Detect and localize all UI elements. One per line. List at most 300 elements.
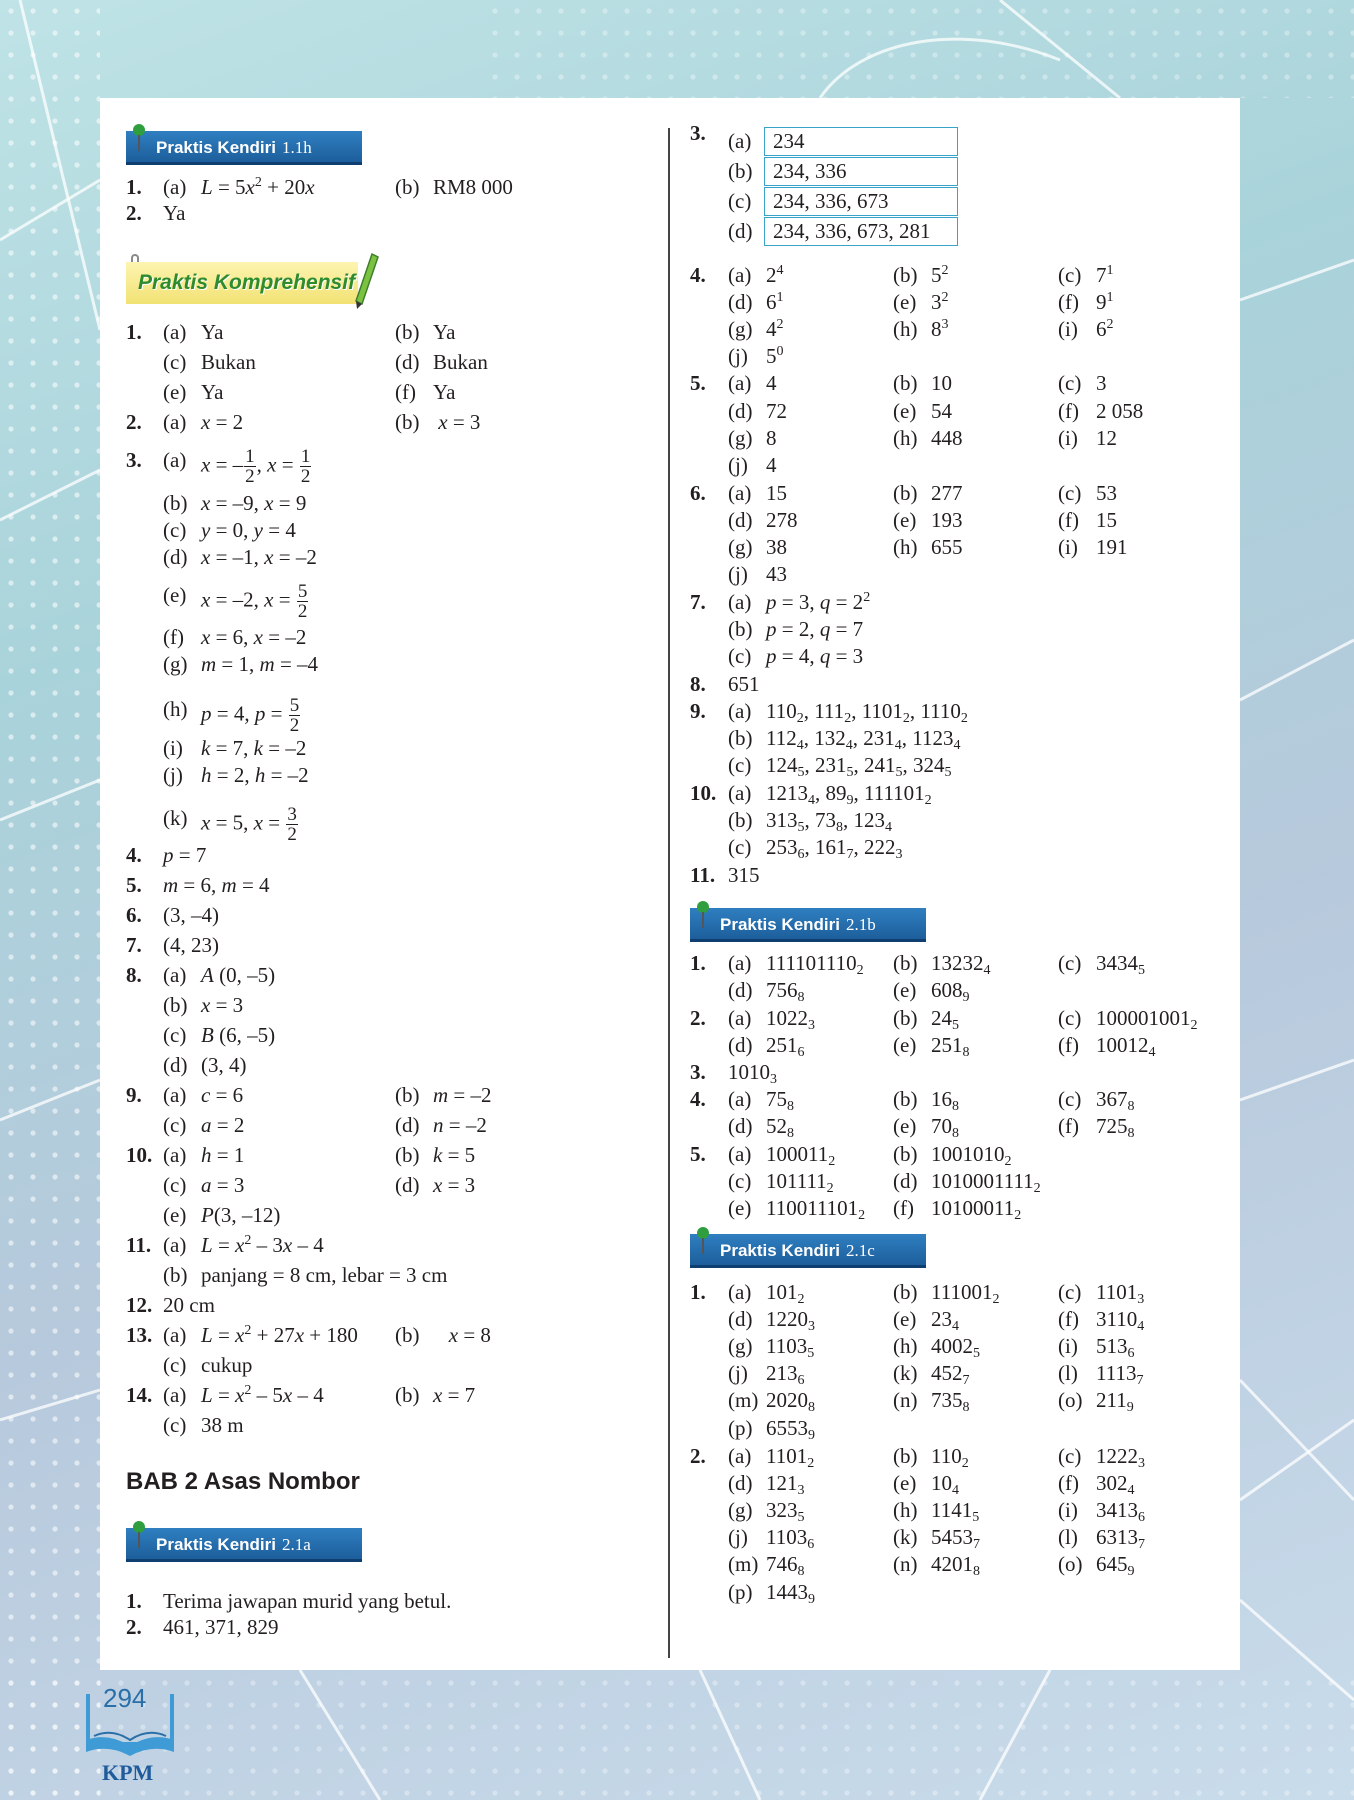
boxed-answer: 234, 336, 673, 281 xyxy=(764,217,958,246)
answer-value: $100011_2$ xyxy=(766,1142,836,1169)
part-label: (b) xyxy=(163,993,188,1017)
answer-value: $4^2$ xyxy=(766,317,784,341)
answer-value: 191 xyxy=(1096,535,1128,559)
answer-value: $213_6$ xyxy=(766,1361,805,1388)
answer-value: $110011101_2$ xyxy=(766,1196,866,1223)
part-label: (h) xyxy=(893,1334,918,1358)
part-label: (o) xyxy=(1058,1552,1083,1576)
part-label: (a) xyxy=(728,371,752,395)
answer-value: m = 1, m = –4 xyxy=(201,652,319,676)
answer-value: p = 7 xyxy=(163,843,207,867)
question-number: 2. xyxy=(690,1444,706,1468)
answer-value: x = –2, x = $\frac{5}{2}$ xyxy=(201,581,308,622)
answer-value: (3, 4) xyxy=(201,1053,247,1077)
question-number: 1. xyxy=(690,951,706,975)
banner-number: 1.1h xyxy=(282,138,312,157)
answer-value: 38 xyxy=(766,535,787,559)
answer-value: x = 2 xyxy=(201,410,244,434)
answer-value: $302_4$ xyxy=(1096,1471,1135,1498)
answer-value: $513_6$ xyxy=(1096,1334,1135,1361)
answer-value: $6^1$ xyxy=(766,290,784,314)
part-label: (h) xyxy=(893,426,918,450)
part-label: (c) xyxy=(728,644,752,668)
answer-value: (4, 23) xyxy=(163,933,219,957)
answer-value: Ya xyxy=(201,380,224,404)
answer-value: 8 xyxy=(766,426,777,450)
answer-value: $1220_3$ xyxy=(766,1307,815,1334)
part-label: (e) xyxy=(893,290,917,314)
part-label: (c) xyxy=(728,189,752,213)
answer-value: $70_8$ xyxy=(931,1114,959,1141)
answer-value: $1001010_2$ xyxy=(931,1142,1012,1169)
part-label: (i) xyxy=(1058,426,1078,450)
part-label: (k) xyxy=(163,806,188,830)
question-number: 13. xyxy=(126,1323,153,1347)
answer-value: h = 1 xyxy=(201,1143,245,1167)
answer-value: Ya xyxy=(163,201,186,225)
answer-value: $746_8$ xyxy=(766,1552,805,1579)
part-label: (a) xyxy=(728,1444,752,1468)
answer-value: $3413_6$ xyxy=(1096,1498,1145,1525)
part-label: (j) xyxy=(163,763,183,787)
part-label: (k) xyxy=(893,1525,918,1549)
answer-value: 54 xyxy=(931,399,952,423)
answer-value: 448 xyxy=(931,426,963,450)
part-label: (c) xyxy=(163,1413,187,1437)
part-label: (d) xyxy=(728,978,753,1002)
answer-value: $9^1$ xyxy=(1096,290,1114,314)
answer-value: 12 xyxy=(1096,426,1117,450)
part-label: (c) xyxy=(728,835,752,859)
answer-value: 315 xyxy=(728,863,760,887)
answer-value: 655 xyxy=(931,535,963,559)
answer-value: $4201_8$ xyxy=(931,1552,980,1579)
question-number: 6. xyxy=(126,903,142,927)
answer-value: y = 0, y = 4 xyxy=(201,518,296,542)
part-label: (b) xyxy=(163,491,188,515)
part-label: (n) xyxy=(893,1552,918,1576)
part-label: (j) xyxy=(728,1525,748,1549)
answer-value: Bukan xyxy=(201,350,256,374)
part-label: (d) xyxy=(728,1471,753,1495)
part-label: (l) xyxy=(1058,1361,1078,1385)
part-label: (c) xyxy=(163,350,187,374)
part-label: (e) xyxy=(893,399,917,423)
part-label: (e) xyxy=(893,508,917,532)
answer-value: $1443_9$ xyxy=(766,1580,815,1607)
answer-value: x = 3 xyxy=(433,1173,476,1197)
part-label: (a) xyxy=(163,1233,187,1257)
answer-value: $211_9$ xyxy=(1096,1388,1134,1415)
answer-value: 651 xyxy=(728,672,760,696)
part-label: (b) xyxy=(728,726,753,750)
part-label: (f) xyxy=(1058,1307,1079,1331)
answer-value: $323_5$ xyxy=(766,1498,805,1525)
part-label: (d) xyxy=(395,1113,420,1137)
pencil-icon xyxy=(352,252,380,310)
answer-value: 278 xyxy=(766,508,798,532)
answer-value: $100001001_2$ xyxy=(1096,1006,1198,1033)
part-label: (f) xyxy=(893,1196,914,1220)
answer-value: m = 6, m = 4 xyxy=(163,873,270,897)
answer-value: p = 3, $q = 2^2$ xyxy=(766,590,871,614)
answer-value: $23_4$ xyxy=(931,1307,959,1334)
question-number: 7. xyxy=(690,590,706,614)
question-number: 1. xyxy=(126,175,142,199)
question-number: 7. xyxy=(126,933,142,957)
part-label: (b) xyxy=(395,1323,420,1347)
part-label: (g) xyxy=(728,535,753,559)
part-label: (g) xyxy=(728,1498,753,1522)
part-label: (b) xyxy=(893,263,918,287)
part-label: (c) xyxy=(163,518,187,542)
part-label: (d) xyxy=(893,1169,918,1193)
part-label: (a) xyxy=(728,590,752,614)
part-label: (d) xyxy=(728,219,753,243)
part-label: (e) xyxy=(893,1114,917,1138)
page-number: 294 xyxy=(103,1683,147,1713)
answer-value: n = –2 xyxy=(433,1113,487,1137)
part-label: (i) xyxy=(163,736,183,760)
part-label: (b) xyxy=(395,1383,420,1407)
part-label: (c) xyxy=(728,753,752,777)
question-number: 4. xyxy=(690,1087,706,1111)
part-label: (h) xyxy=(893,317,918,341)
answer-value: 2 058 xyxy=(1096,399,1144,423)
answer-value: $5^0$ xyxy=(766,344,784,368)
answer-value: $7^1$ xyxy=(1096,263,1114,287)
publisher-mark: KPM xyxy=(102,1760,154,1785)
chapter-heading: BAB 2 Asas Nombor xyxy=(126,1468,360,1495)
answer-value: Terima jawapan murid yang betul. xyxy=(163,1589,452,1613)
answer-value: $10_4$ xyxy=(931,1471,959,1498)
part-label: (e) xyxy=(893,1307,917,1331)
part-label: (b) xyxy=(893,481,918,505)
banner-number: 2.1c xyxy=(846,1241,875,1260)
answer-value: $52_8$ xyxy=(766,1114,794,1141)
part-label: (j) xyxy=(728,453,748,477)
part-label: (j) xyxy=(728,1361,748,1385)
answer-value: $111001_2$ xyxy=(931,1280,1000,1307)
part-label: (d) xyxy=(728,399,753,423)
part-label: (h) xyxy=(893,1498,918,1522)
part-label: (a) xyxy=(163,320,187,344)
part-label: (g) xyxy=(728,1334,753,1358)
part-label: (b) xyxy=(893,951,918,975)
answer-value: $1141_5$ xyxy=(931,1498,980,1525)
answer-value: a = 3 xyxy=(201,1173,245,1197)
answer-value: $5^2$ xyxy=(931,263,949,287)
answer-value: c = 6 xyxy=(201,1083,244,1107)
answer-value: p = 4, p = $\frac{5}{2}$ xyxy=(201,695,300,736)
part-label: (f) xyxy=(1058,508,1079,532)
answer-value: $645_9$ xyxy=(1096,1552,1135,1579)
part-label: (b) xyxy=(893,1087,918,1111)
answer-value: $2^4$ xyxy=(766,263,784,287)
question-number: 4. xyxy=(690,263,706,287)
question-number: 3. xyxy=(126,448,142,472)
answer-value: $1113_7$ xyxy=(1096,1361,1144,1388)
column-divider xyxy=(668,128,670,1658)
answer-value: $2020_8$ xyxy=(766,1388,815,1415)
part-label: (e) xyxy=(728,1196,752,1220)
part-label: (f) xyxy=(1058,399,1079,423)
answer-value: $L = 5x^2 + 20x$ xyxy=(201,175,315,199)
part-label: (a) xyxy=(728,951,752,975)
boxed-answer: 234, 336 xyxy=(764,157,958,186)
part-label: (c) xyxy=(1058,371,1082,395)
part-label: (b) xyxy=(395,175,420,199)
answer-value: $4002_5$ xyxy=(931,1334,980,1361)
part-label: (a) xyxy=(728,129,752,153)
answer-value: x = –9, x = 9 xyxy=(201,491,307,515)
part-label: (d) xyxy=(395,350,420,374)
part-label: (a) xyxy=(163,1143,187,1167)
answer-value: $101_2$ xyxy=(766,1280,805,1307)
answer-value: 53 xyxy=(1096,481,1117,505)
question-number: 2. xyxy=(690,1006,706,1030)
answer-value: A (0, –5) xyxy=(201,963,276,987)
answer-value: 193 xyxy=(931,508,963,532)
part-label: (a) xyxy=(728,781,752,805)
part-label: (d) xyxy=(163,545,188,569)
part-label: (a) xyxy=(728,1006,752,1030)
answer-value: x = 5, x = $\frac{3}{2}$ xyxy=(201,804,297,845)
pushpin-icon xyxy=(694,900,712,930)
banner-praktis-kendiri-1-1h xyxy=(126,131,362,165)
part-label: (m) xyxy=(728,1552,759,1576)
answer-value: $3110_4$ xyxy=(1096,1307,1145,1334)
answer-value: 15 xyxy=(1096,508,1117,532)
part-label: (f) xyxy=(1058,1033,1079,1057)
answer-value: $13232_4$ xyxy=(931,951,991,978)
part-label: (b) xyxy=(893,1006,918,1030)
part-label: (i) xyxy=(1058,535,1078,559)
answer-value: $6313_7$ xyxy=(1096,1525,1145,1552)
part-label: (g) xyxy=(163,652,188,676)
question-number: 3. xyxy=(690,1060,706,1084)
answer-value: $24_5$ xyxy=(931,1006,959,1033)
part-label: (b) xyxy=(395,1083,420,1107)
answer-value: a = 2 xyxy=(201,1113,245,1137)
answer-value: $112_4$, $132_4$, $231_4$, $1123_4$ xyxy=(766,726,961,753)
answer-value: $1103_6$ xyxy=(766,1525,815,1552)
answer-value: 72 xyxy=(766,399,787,423)
answer-value: $L = x^2 - 5x - 4$ xyxy=(201,1383,324,1407)
question-number: 11. xyxy=(690,863,716,887)
part-label: (c) xyxy=(1058,1444,1082,1468)
question-number: 1. xyxy=(126,320,142,344)
answer-value: $121_3$ xyxy=(766,1471,805,1498)
part-label: (n) xyxy=(893,1388,918,1412)
answer-value: m = –2 xyxy=(433,1083,492,1107)
part-label: (m) xyxy=(728,1388,759,1412)
part-label: (a) xyxy=(728,263,752,287)
answer-value: $452_7$ xyxy=(931,1361,970,1388)
answer-value: $1010_3$ xyxy=(728,1060,777,1087)
answer-value: p = 2, q = 7 xyxy=(766,617,864,641)
part-label: (b) xyxy=(395,320,420,344)
answer-value: $313_5$, $73_8$, $123_4$ xyxy=(766,808,892,835)
part-label: (d) xyxy=(163,1053,188,1077)
answer-value: $101111_2$ xyxy=(766,1169,834,1196)
part-label: (b) xyxy=(893,371,918,395)
answer-value: Bukan xyxy=(433,350,488,374)
part-label: (b) xyxy=(163,1263,188,1287)
part-label: (c) xyxy=(1058,1087,1082,1111)
answer-value: x = 3 xyxy=(201,993,244,1017)
answer-value: $725_8$ xyxy=(1096,1114,1135,1141)
part-label: (f) xyxy=(163,625,184,649)
question-number: 12. xyxy=(126,1293,153,1317)
part-label: (c) xyxy=(163,1113,187,1137)
answer-value: x = 6, x = –2 xyxy=(201,625,307,649)
answer-value: $10012_4$ xyxy=(1096,1033,1156,1060)
part-label: (b) xyxy=(728,159,753,183)
part-label: (a) xyxy=(728,1280,752,1304)
part-label: (f) xyxy=(1058,1114,1079,1138)
answer-value: x = 3 xyxy=(438,410,481,434)
part-label: (i) xyxy=(1058,317,1078,341)
pushpin-icon xyxy=(130,1520,148,1550)
part-label: (f) xyxy=(1058,1471,1079,1495)
part-label: (b) xyxy=(395,1143,420,1167)
banner-label: Praktis Kendiri xyxy=(720,1241,840,1260)
part-label: (c) xyxy=(1058,481,1082,505)
answer-value: P(3, –12) xyxy=(201,1203,281,1227)
part-label: (e) xyxy=(893,978,917,1002)
answer-value: k = 7, k = –2 xyxy=(201,736,307,760)
answer-value: $1010001111_2$ xyxy=(931,1169,1041,1196)
answer-value: h = 2, h = –2 xyxy=(201,763,309,787)
part-label: (a) xyxy=(728,1142,752,1166)
answer-value: $8^3$ xyxy=(931,317,949,341)
answer-value: Ya xyxy=(433,320,456,344)
answer-value: $253_6$, $161_7$, $222_3$ xyxy=(766,835,903,862)
answer-value: $1222_3$ xyxy=(1096,1444,1145,1471)
part-label: (a) xyxy=(163,410,187,434)
answer-value: $251_8$ xyxy=(931,1033,970,1060)
part-label: (o) xyxy=(1058,1388,1083,1412)
banner-label: Praktis Kendiri xyxy=(156,1535,276,1554)
answer-value: 3 xyxy=(1096,371,1107,395)
part-label: (c) xyxy=(163,1023,187,1047)
question-number: 2. xyxy=(126,201,142,225)
part-label: (a) xyxy=(163,1083,187,1107)
part-label: (h) xyxy=(163,697,188,721)
answer-value: x = –1, x = –2 xyxy=(201,545,317,569)
answer-value: $608_9$ xyxy=(931,978,970,1005)
answer-value: cukup xyxy=(201,1353,253,1377)
pushpin-icon xyxy=(694,1226,712,1256)
part-label: (a) xyxy=(163,448,187,472)
answer-value: 15 xyxy=(766,481,787,505)
question-number: 10. xyxy=(126,1143,153,1167)
part-label: (a) xyxy=(728,699,752,723)
answer-value: $110_2$, $111_2$, $1101_2$, $1110_2$ xyxy=(766,699,968,726)
part-label: (d) xyxy=(728,508,753,532)
banner-label: Praktis Kendiri xyxy=(156,138,276,157)
part-label: (f) xyxy=(1058,290,1079,314)
banner-praktis-komprehensif: Praktis Komprehensif xyxy=(126,262,358,304)
part-label: (b) xyxy=(893,1280,918,1304)
part-label: (c) xyxy=(1058,263,1082,287)
answer-value: $6553_9$ xyxy=(766,1416,815,1443)
part-label: (g) xyxy=(728,317,753,341)
part-label: (a) xyxy=(163,175,187,199)
answer-value: $1103_5$ xyxy=(766,1334,815,1361)
part-label: (e) xyxy=(163,1203,187,1227)
answer-value: B (6, –5) xyxy=(201,1023,276,1047)
question-number: 8. xyxy=(126,963,142,987)
answer-value: k = 5 xyxy=(433,1143,476,1167)
part-label: (b) xyxy=(893,1444,918,1468)
banner-number: 2.1a xyxy=(282,1535,311,1554)
answer-value: x = 8 xyxy=(448,1323,491,1347)
answer-value: p = 4, q = 3 xyxy=(766,644,864,668)
answer-value: $L = x^2 + 27x + 180$ xyxy=(201,1323,358,1347)
part-label: (l) xyxy=(1058,1525,1078,1549)
boxed-answer: 234, 336, 673 xyxy=(764,187,958,216)
part-label: (j) xyxy=(728,562,748,586)
answer-value: 20 cm xyxy=(163,1293,215,1317)
answer-value: 277 xyxy=(931,481,963,505)
answer-value: x = 7 xyxy=(433,1383,476,1407)
part-label: (b) xyxy=(728,808,753,832)
question-number: 8. xyxy=(690,672,706,696)
part-label: (c) xyxy=(163,1173,187,1197)
part-label: (k) xyxy=(893,1361,918,1385)
part-label: (a) xyxy=(163,1383,187,1407)
part-label: (e) xyxy=(163,380,187,404)
answer-value: $3434_5$ xyxy=(1096,951,1145,978)
question-number: 2. xyxy=(126,1615,142,1639)
answer-value: $124_5$, $231_5$, $241_5$, $324_5$ xyxy=(766,753,952,780)
part-label: (c) xyxy=(1058,1280,1082,1304)
answer-value: $111101110_2$ xyxy=(766,951,864,978)
answer-value: 4 xyxy=(766,453,777,477)
part-label: (p) xyxy=(728,1580,753,1604)
answer-value: $6^2$ xyxy=(1096,317,1114,341)
banner-praktis-kendiri-2-1a xyxy=(126,1528,362,1562)
answer-value: panjang = 8 cm, lebar = 3 cm xyxy=(201,1263,448,1287)
part-label: (i) xyxy=(1058,1498,1078,1522)
answer-value: $756_8$ xyxy=(766,978,805,1005)
answer-value: $735_8$ xyxy=(931,1388,970,1415)
answer-value: $1101_3$ xyxy=(1096,1280,1145,1307)
part-label: (a) xyxy=(163,1323,187,1347)
part-label: (d) xyxy=(728,290,753,314)
answer-value: 38 m xyxy=(201,1413,244,1437)
answer-value: 4 xyxy=(766,371,777,395)
question-number: 1. xyxy=(690,1280,706,1304)
answer-value: (3, –4) xyxy=(163,903,219,927)
question-number: 6. xyxy=(690,481,706,505)
answer-value: 43 xyxy=(766,562,787,586)
answer-value: $10100011_2$ xyxy=(931,1196,1022,1223)
part-label: (a) xyxy=(163,963,187,987)
answer-value: RM8 000 xyxy=(433,175,513,199)
answer-value: Ya xyxy=(433,380,456,404)
part-label: (b) xyxy=(893,1142,918,1166)
question-number: 4. xyxy=(126,843,142,867)
banner-label: Praktis Kendiri xyxy=(720,915,840,934)
question-number: 2. xyxy=(126,410,142,434)
part-label: (d) xyxy=(728,1307,753,1331)
part-label: (h) xyxy=(893,535,918,559)
answer-value: 10 xyxy=(931,371,952,395)
question-number: 9. xyxy=(126,1083,142,1107)
